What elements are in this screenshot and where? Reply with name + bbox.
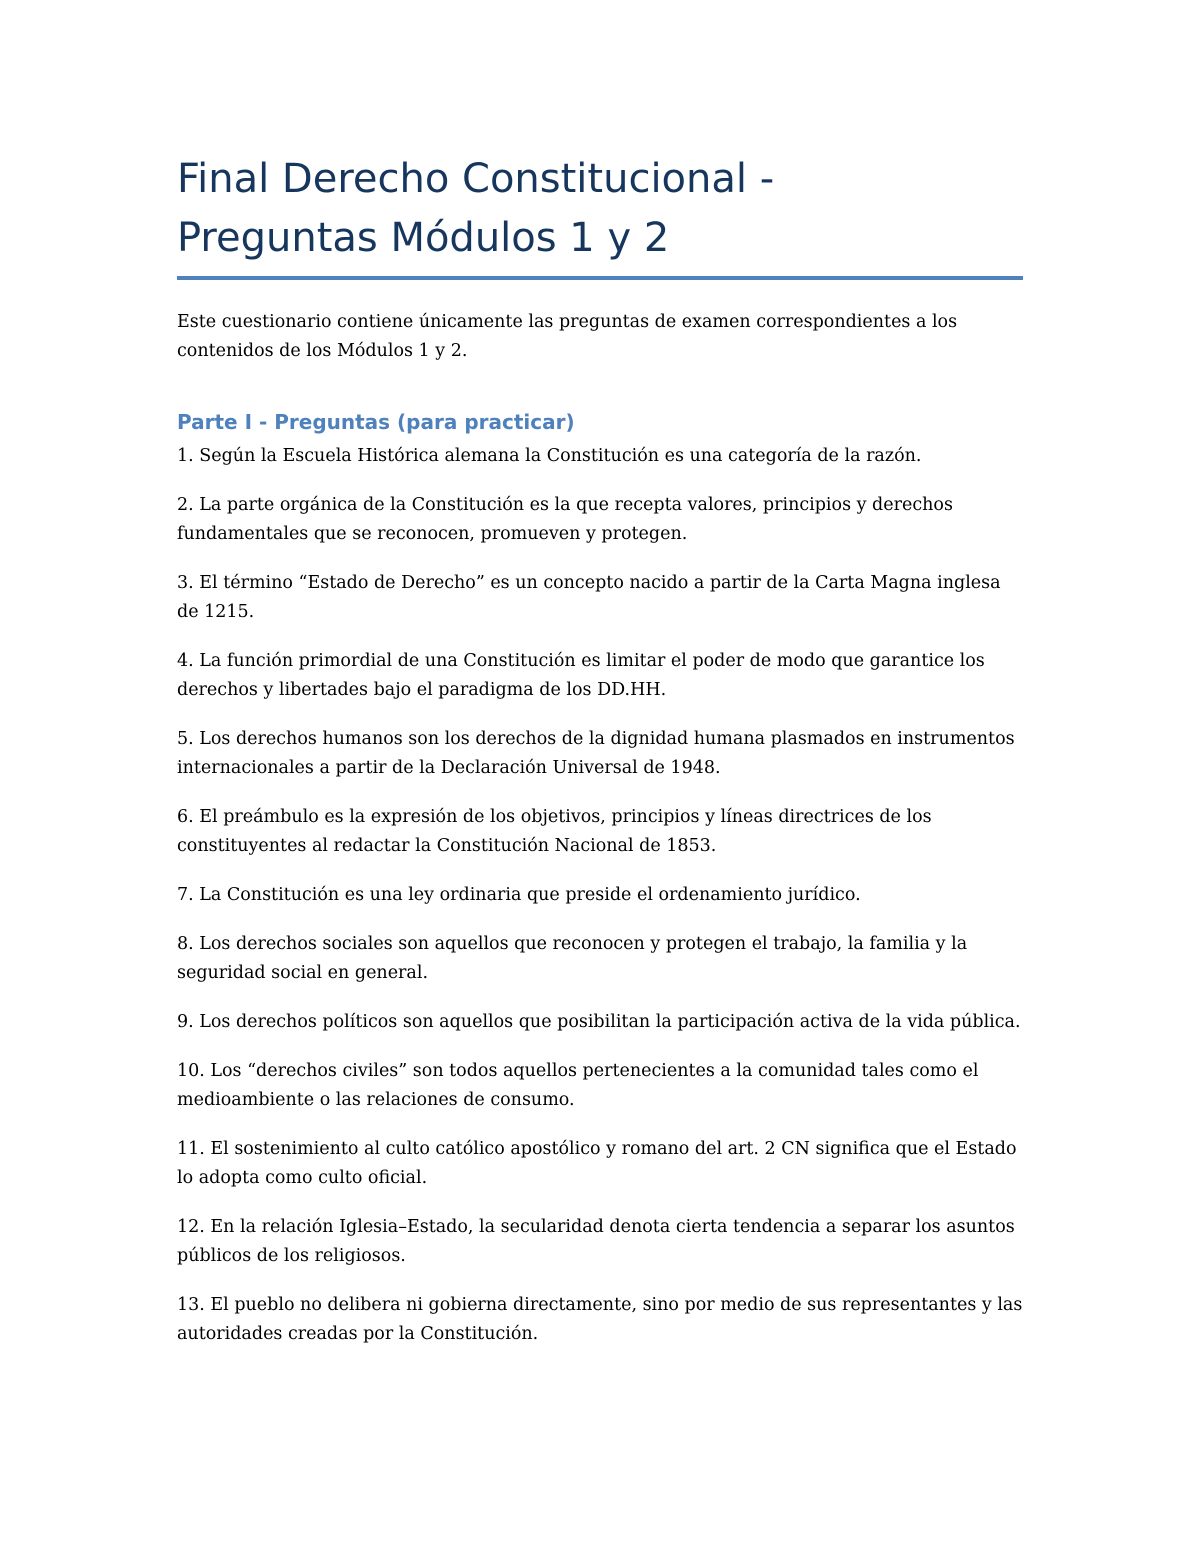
title-line-2: Preguntas Módulos 1 y 2: [177, 215, 670, 261]
question-item: 12. En la relación Iglesia–Estado, la secularidad denota cierta tendencia a separar los asuntos públicos de los religiosos.: [177, 1217, 1015, 1266]
question-item: 11. El sostenimiento al culto católico apostólico y romano del art. 2 CN significa que el Estado lo adopta como culto oficial.: [177, 1139, 1017, 1188]
question-item: 13. El pueblo no delibera ni gobierna directamente, sino por medio de sus representantes y las autoridades creadas por la Constitución.: [177, 1295, 1023, 1344]
question-item: 8. Los derechos sociales son aquellos que reconocen y protegen el trabajo, la familia y la seguridad social en general.: [177, 934, 968, 983]
question-item: 5. Los derechos humanos son los derechos de la dignidad humana plasmados en instrumentos internacionales a partir de la Declaración Universal de 1948.: [177, 729, 1015, 778]
question-item: 2. La parte orgánica de la Constitución es la que recepta valores, principios y derechos fundamentales que se reconocen, promueven y protegen.: [177, 495, 953, 544]
intro-paragraph: Este cuestionario contiene únicamente las preguntas de examen correspondientes a los contenidos de los Módulos 1 y 2.: [177, 312, 958, 361]
question-item: 9. Los derechos políticos son aquellos que posibilitan la participación activa de la vida pública.: [177, 1012, 1021, 1032]
question-item: 10. Los “derechos civiles” son todos aquellos pertenecientes a la comunidad tales como el medioambiente o las relaciones de consumo.: [177, 1061, 979, 1110]
document-title: [177, 150, 1023, 280]
question-item: 6. El preámbulo es la expresión de los objetivos, principios y líneas directrices de los constituyentes al redactar la Constitución Nacional de 1853.: [177, 807, 932, 856]
question-item: 3. El término “Estado de Derecho” es un concepto nacido a partir de la Carta Magna inglesa de 1215.: [177, 573, 1001, 622]
title-line-1: Final Derecho Constitucional -: [177, 156, 775, 202]
question-item: 7. La Constitución es una ley ordinaria que preside el ordenamiento jurídico.: [177, 885, 861, 905]
document-content: [177, 150, 1023, 1369]
section-heading: Parte I - Preguntas (para practicar): [177, 410, 575, 434]
question-item: 1. Según la Escuela Histórica alemana la Constitución es una categoría de la razón.: [177, 446, 922, 466]
question-item: 4. La función primordial de una Constitución es limitar el poder de modo que garantice los derechos y libertades bajo el paradigma de los DD.HH.: [177, 651, 985, 700]
question-list: [177, 442, 1023, 1349]
